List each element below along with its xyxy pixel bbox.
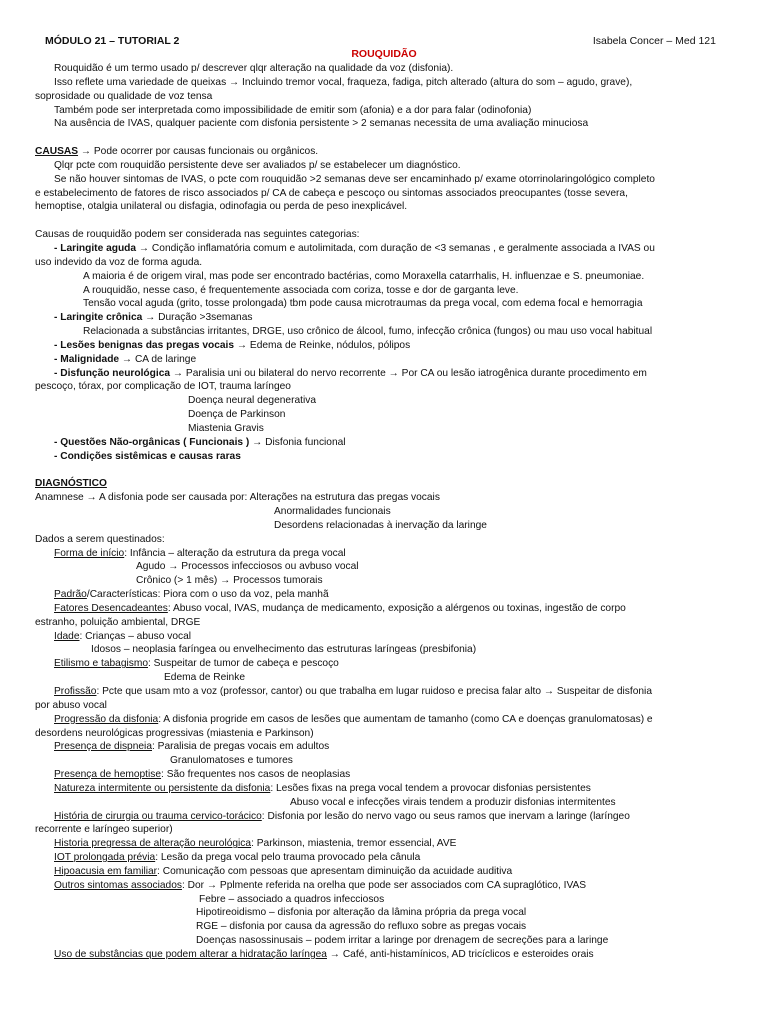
category-laringite-cronica <box>35 311 725 325</box>
category-label: - Disfunção neurológica <box>54 367 171 379</box>
category-disfuncao-neurologica <box>35 367 725 381</box>
dado-label: Profissão <box>54 685 97 697</box>
category-subline: A rouquidão, nesse caso, é frequentemente associada com coriza, tosse e dor de garganta leve. <box>83 284 519 296</box>
dado-text: : Infância – alteração da estrutura da prega vocal <box>124 547 346 559</box>
category-label: - Lesões benignas das pregas vocais <box>54 339 235 351</box>
causas-line: e estabelecimento de fatores de risco associados p/ CA de cabeça e pescoço ou sintomas associados preocupantes (tosse severa, <box>35 187 628 199</box>
causas-line: Qlqr pcte com rouquidão persistente deve ser avaliados p/ se estabelecer um diagnóstico. <box>54 159 461 171</box>
dado-progressao <box>35 713 725 727</box>
dado-text: : Comunicação com pessoas que apresentam diminuição da acuidade auditiva <box>157 865 513 877</box>
category-subline: Tensão vocal aguda (grito, tosse prolongada) tbm pode causa microtraumas da prega vocal, com edema focal e hemorragia <box>83 298 643 310</box>
header-module: MÓDULO 21 – TUTORIAL 2 <box>45 35 180 47</box>
causas-heading-line <box>35 145 725 159</box>
dado-label: Etilismo e tabagismo <box>54 658 148 670</box>
causas-heading: CAUSAS <box>35 146 79 158</box>
category-label: - Questões Não-orgânicas ( Funcionais ) <box>54 436 250 448</box>
category-continuation: pescoço, tórax, por complicação de IOT, trauma laríngeo <box>35 381 291 393</box>
dado-profissao <box>35 685 725 699</box>
dado-etilismo <box>35 657 725 671</box>
dado-subline: Granulomatoses e tumores <box>170 755 293 767</box>
dado-text: : Disfonia por lesão do nervo vago ou seus ramos que inervam a laringe (laríngeo <box>261 810 630 822</box>
category-text: → Duração >3semanas <box>142 312 253 324</box>
category-continuation: uso indevido da voz de forma aguda. <box>35 256 203 268</box>
dado-forma-inicio <box>35 547 725 561</box>
dado-hemoptise <box>35 768 725 782</box>
dado-continuation: recorrente e laríngeo superior) <box>35 824 173 836</box>
dado-text: : Abuso vocal, IVAS, mudança de medicamento, exposição a alérgenos ou toxinas, ingestão de corpo <box>167 602 626 614</box>
dado-iot <box>35 851 725 865</box>
dado-label: Padrão <box>54 589 87 601</box>
dado-cirurgia <box>35 810 725 824</box>
category-malignidade <box>35 353 725 367</box>
dado-fatores <box>35 602 725 616</box>
dado-subline: Crônico (> 1 mês) → Processos tumorais <box>136 575 323 587</box>
anamnese-line: Anamnese → A disfonia pode ser causada por: Alterações na estrutura das pregas vocais <box>35 492 440 504</box>
dado-subline: Idosos – neoplasia faríngea ou envelhecimento das estruturas laríngeas (presbifonia) <box>91 644 477 656</box>
dado-subline: Febre – associado a quadros infecciosos <box>199 893 385 905</box>
category-label: - Laringite aguda <box>54 242 137 254</box>
dado-subline: RGE – disfonia por causa da agressão do refluxo sobre as pregas vocais <box>196 921 527 933</box>
intro-line: Rouquidão é um termo usado p/ descrever qlqr alteração na qualidade da voz (disfonia). <box>54 63 454 74</box>
document-body <box>35 62 725 962</box>
dado-continuation: desordens neurológicas progressivas (miastenia e Parkinson) <box>35 727 314 739</box>
dado-label: Outros sintomas associados <box>54 879 182 891</box>
dado-substancias <box>35 948 725 962</box>
dado-subline: Hipotireoidismo – disfonia por alteração da lâmina própria da prega vocal <box>196 907 527 919</box>
dado-idade <box>35 630 725 644</box>
dado-text: → Café, anti-histamínicos, AD tricíclicos e esteroides orais <box>326 949 594 960</box>
dado-label: Natureza intermitente ou persistente da disfonia <box>54 782 271 794</box>
dado-label: Idade <box>54 630 80 642</box>
category-sistemicas: - Condições sistêmicas e causas raras <box>54 450 241 462</box>
causas-line: Se não houver sintomas de IVAS, o pcte com rouquidão >2 semanas deve ser encaminhado p/ exame otorrinolaringológico completo <box>54 173 655 185</box>
causas-heading-rest: → Pode ocorrer por causas funcionais ou orgânicos. <box>78 146 319 158</box>
dados-intro: Dados a serem questinados: <box>35 533 165 545</box>
dado-text: : Paralisia de pregas vocais em adultos <box>151 741 330 753</box>
dado-outros-sintomas <box>35 879 725 893</box>
dado-text: : São frequentes nos casos de neoplasias <box>161 769 351 781</box>
dado-hipoacusia <box>35 865 725 879</box>
categories-intro: Causas de rouquidão podem ser considerada nas seguintes categorias: <box>35 229 360 241</box>
dado-text: : Crianças – abuso vocal <box>79 630 192 642</box>
dado-text: : Suspeitar de tumor de cabeça e pescoço <box>148 658 339 670</box>
category-subline: A maioria é de origem viral, mas pode ser encontrado bactérias, como Moraxella catarrhalis, H. influenzae e S. pneumoniae. <box>83 270 645 282</box>
header-author: Isabela Concer – Med 121 <box>592 35 716 47</box>
dado-text: /Características: Piora com o uso da voz, pela manhã <box>86 589 329 601</box>
dado-text: : A disfonia progride em casos de lesões que aumentam de tamanho (como CA e doenças granulomatosas) e <box>158 713 653 725</box>
category-subline: Doença de Parkinson <box>188 409 286 421</box>
dado-label: Presença de dispneia <box>54 741 152 753</box>
anamnese-line: Anormalidades funcionais <box>274 506 391 517</box>
dado-text: : Lesões fixas na prega vocal tendem a provocar disfonias persistentes <box>270 782 591 794</box>
dado-subline: Agudo → Processos infecciosos ou avbuso vocal <box>136 561 359 573</box>
category-subline: Miastenia Gravis <box>188 422 264 434</box>
category-nao-organicas <box>35 436 725 450</box>
category-label: - Laringite crônica <box>54 312 143 324</box>
dado-text: : Lesão da prega vocal pelo trauma provocado pela cânula <box>155 852 421 864</box>
dado-natureza <box>35 782 725 796</box>
dado-label: Uso de substâncias que podem alterar a hidratação laríngea <box>54 949 327 960</box>
category-lesoes-benignas <box>35 339 725 353</box>
diagnostico-heading: DIAGNÓSTICO <box>35 478 107 490</box>
dado-label: Fatores Desencadeantes <box>54 602 168 614</box>
category-text: → Condição inflamatória comum e autolimitada, com duração de <3 semanas , e geralmente associada a IVAS ou <box>136 242 655 254</box>
dado-text: : Dor → Pplmente referida na orelha que pode ser associados com CA supraglótico, IVAS <box>181 879 587 891</box>
document-title: ROUQUIDÃO <box>351 48 417 60</box>
dado-continuation: por abuso vocal <box>35 699 107 711</box>
intro-line: soprosidade ou qualidade de voz tensa <box>35 90 213 102</box>
dado-historia-neuro <box>35 837 725 851</box>
dado-dispneia <box>35 740 725 754</box>
dado-label: IOT prolongada prévia <box>54 852 156 864</box>
dado-continuation: estranho, poluição ambiental, DRGE <box>35 616 201 628</box>
dado-subline: Doenças nasossinusais – podem irritar a laringe por drenagem de secreções para a laringe <box>196 935 609 947</box>
dado-label: Forma de início <box>54 547 125 559</box>
category-laringite-aguda <box>35 242 725 256</box>
intro-line: Também pode ser interpretada como impossibilidade de emitir som (afonia) e a dor para falar (odinofonia) <box>54 104 532 116</box>
anamnese-line: Desordens relacionadas à inervação da laringe <box>274 519 487 531</box>
category-subline: Relacionada a substâncias irritantes, DRGE, uso crônico de álcool, fumo, infecção crônica (fungos) ou mau uso vocal habitual <box>83 326 653 338</box>
category-text: → Paralisia uni ou bilateral do nervo recorrente → Por CA ou lesão iatrogênica durante procedimento em <box>170 367 647 379</box>
dado-subline: Abuso vocal e infecções virais tendem a produzir disfonias intermitentes <box>290 796 616 808</box>
dado-label: História de cirurgia ou trauma cervico-torácico <box>54 810 262 822</box>
dado-label: Presença de hemoptise <box>54 769 162 781</box>
category-label: - Malignidade <box>54 353 120 365</box>
intro-line: Na ausência de IVAS, qualquer paciente com disfonia persistente > 2 semanas necessita de uma avaliação minuciosa <box>54 118 589 130</box>
dado-subline: Edema de Reinke <box>164 672 245 684</box>
dado-padrao <box>35 588 725 602</box>
dado-label: Hipoacusia em familiar <box>54 865 158 877</box>
dado-label: Historia pregressa de alteração neurológica <box>54 838 252 850</box>
intro-line: Isso reflete uma variedade de queixas → Incluindo tremor vocal, fraqueza, fadiga, pitch alterado (altura do som – agudo, grave), <box>54 76 633 88</box>
category-subline: Doença neural degenerativa <box>188 395 317 407</box>
causas-line: hemoptise, otalgia unilateral ou disfagia, odinofagia ou perda de peso inexplicável. <box>35 201 408 213</box>
category-text: → Disfonia funcional <box>249 436 346 448</box>
dado-label: Progressão da disfonia <box>54 713 159 725</box>
dado-text: : Pcte que usam mto a voz (professor, cantor) ou que trabalha em lugar ruidoso e precisa falar alto → Suspeitar de disfonia <box>96 685 652 697</box>
category-text: → CA de laringe <box>119 353 197 365</box>
category-text: → Edema de Reinke, nódulos, pólipos <box>234 339 411 351</box>
dado-text: : Parkinson, miastenia, tremor essencial, AVE <box>251 838 457 850</box>
